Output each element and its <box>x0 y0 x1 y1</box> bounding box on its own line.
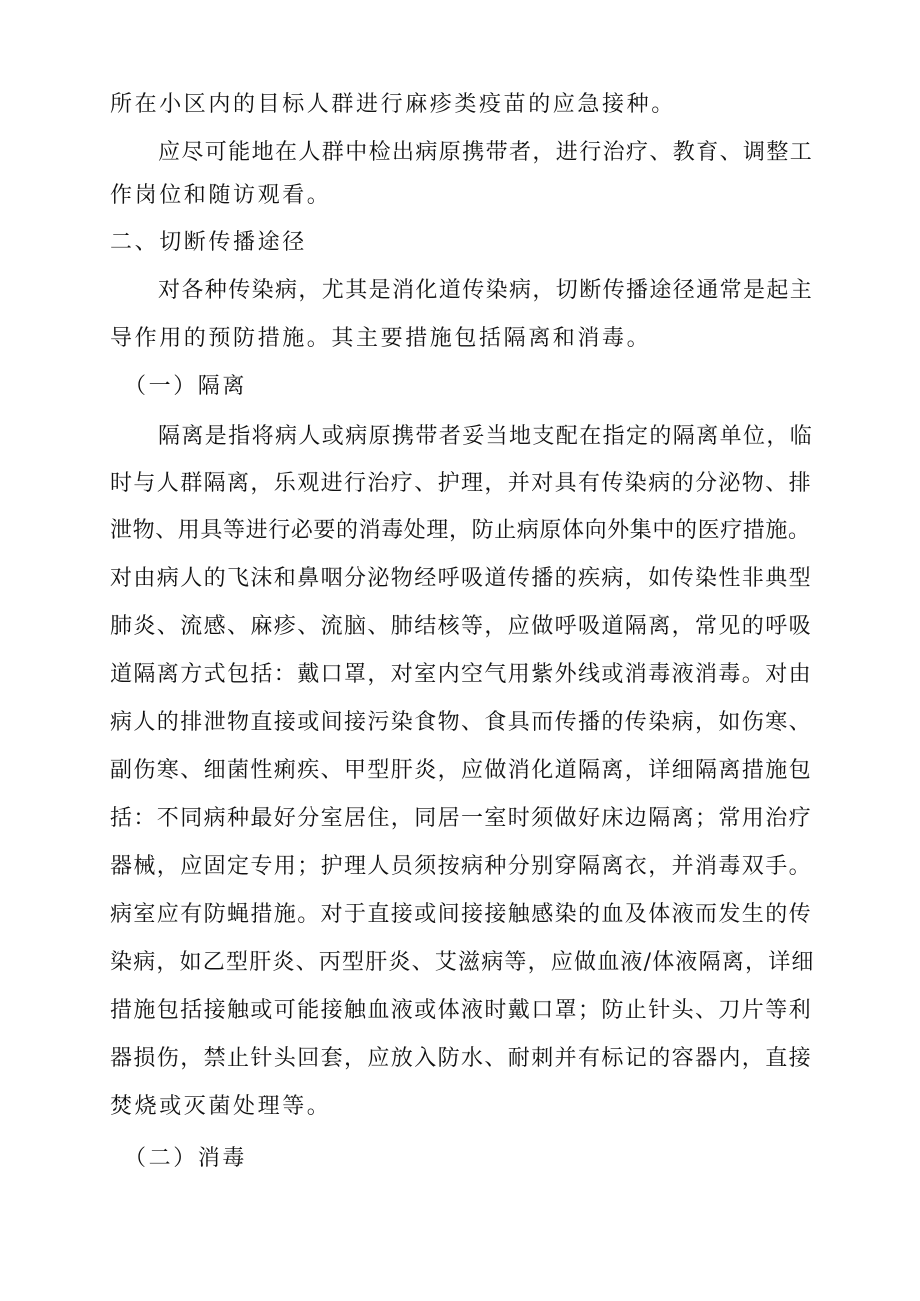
text-line: 副伤寒、细菌性痢疾、甲型肝炎，应做消化道隔离，详细隔离措施包 <box>110 758 813 783</box>
section-heading: 二、切断传播途径 <box>110 230 307 255</box>
text-line: 时与人群隔离，乐观进行治疗、护理，并对具有传染病的分泌物、排 <box>110 471 813 496</box>
subsection-heading: （一）隔离 <box>124 374 248 399</box>
text-line: 病人的排泄物直接或间接污染食物、食具而传播的传染病，如伤寒、 <box>110 710 813 735</box>
text-line: 所在小区内的目标人群进行麻疹类疫苗的应急接种。 <box>110 92 676 117</box>
subsection-heading: （二）消毒 <box>124 1146 248 1171</box>
text-line: 措施包括接触或可能接触血液或体液时戴口罩；防止针头、刀片等利 <box>110 998 813 1023</box>
paragraph-first-line: 对各种传染病，尤其是消化道传染病，切断传播途径通常是起主 <box>158 278 814 303</box>
text-line: 导作用的预防措施。其主要措施包括隔离和消毒。 <box>110 326 652 351</box>
text-line: 道隔离方式包括：戴口罩，对室内空气用紫外线或消毒液消毒。对由 <box>110 662 813 687</box>
text-line: 器损伤，禁止针头回套，应放入防水、耐刺并有标记的容器内，直接 <box>110 1046 813 1071</box>
text-line: 病室应有防蝇措施。对于直接或间接接触感染的血及体液而发生的传 <box>110 902 813 927</box>
text-line: 染病，如乙型肝炎、丙型肝炎、艾滋病等，应做血液/体液隔离，详细 <box>110 950 815 975</box>
text-line: 肺炎、流感、麻疹、流脑、肺结核等，应做呼吸道隔离，常见的呼吸 <box>110 614 813 639</box>
paragraph-first-line: 隔离是指将病人或病原携带者妥当地支配在指定的隔离单位，临 <box>158 424 814 449</box>
text-line: 作岗位和随访观看。 <box>110 183 332 208</box>
text-line: 泄物、用具等进行必要的消毒处理，防止病原体向外集中的医疗措施。 <box>110 518 811 543</box>
paragraph-first-line: 应尽可能地在人群中检出病原携带者，进行治疗、教育、调整工 <box>158 140 814 165</box>
text-line: 器械，应固定专用；护理人员须按病种分别穿隔离衣，并消毒双手。 <box>110 854 813 879</box>
text-line: 对由病人的飞沫和鼻咽分泌物经呼吸道传播的疾病，如传染性非典型 <box>110 566 813 591</box>
text-line: 括：不同病种最好分室居住，同居一室时须做好床边隔离；常用治疗 <box>110 806 813 831</box>
text-line: 焚烧或灭菌处理等。 <box>110 1094 332 1119</box>
